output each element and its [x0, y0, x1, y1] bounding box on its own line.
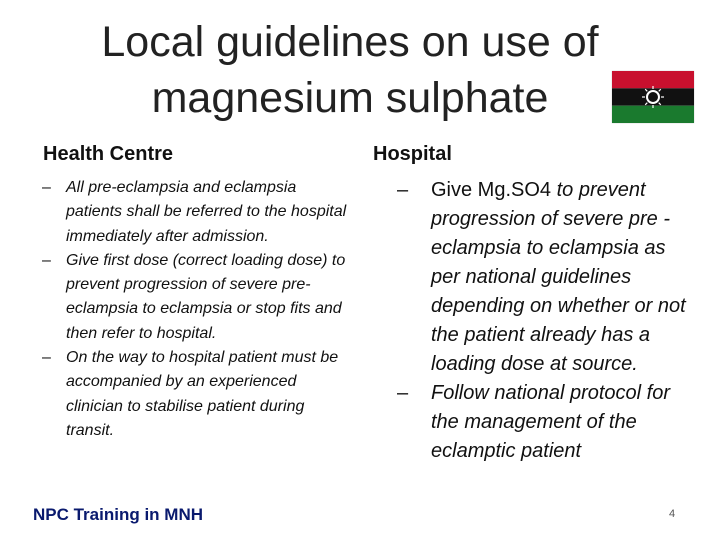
list-item-text: On the way to hospital patient must be accompanied by an experienced clinician to stabilise patient during transit.	[66, 349, 339, 439]
malawi-flag-icon	[612, 71, 694, 123]
list-item-text: Follow national protocol for the management of the eclamptic patient	[431, 382, 671, 462]
bullet-dash: –	[397, 179, 409, 201]
list-item	[397, 379, 692, 466]
list-item	[42, 249, 352, 346]
hospital-list	[397, 176, 692, 466]
list-item-text: All pre-eclampsia and eclampsia patients shall be referred to the hospital immediately after admission.	[66, 179, 347, 245]
bullet-dash: –	[397, 382, 409, 404]
footer-label: NPC Training in MNH	[33, 505, 203, 524]
list-item	[42, 346, 352, 443]
bullet-dash: –	[42, 349, 51, 367]
slide-title: Local guidelines on use of magnesium sulphate	[101, 18, 599, 122]
list-item	[42, 176, 352, 249]
bullet-dash: –	[42, 179, 51, 196]
hospital-heading: Hospital	[373, 143, 452, 165]
list-item-text: Give first dose (correct loading dose) to prevent progression of severe pre-eclampsia to eclampsia or stop fits and then refer to hospital.	[66, 251, 346, 342]
list-item	[397, 176, 692, 379]
list-item-text: to prevent progression of severe pre -eclampsia to eclampsia as per national guidelines depending on whether or not the patient already has a loading dose at source.	[431, 179, 686, 375]
health-centre-heading: Health Centre	[43, 143, 174, 165]
drug-name: Give Mg.SO4	[431, 179, 552, 201]
page-number: 4	[669, 508, 676, 520]
health-centre-list	[42, 176, 352, 443]
bullet-dash: –	[42, 251, 51, 269]
